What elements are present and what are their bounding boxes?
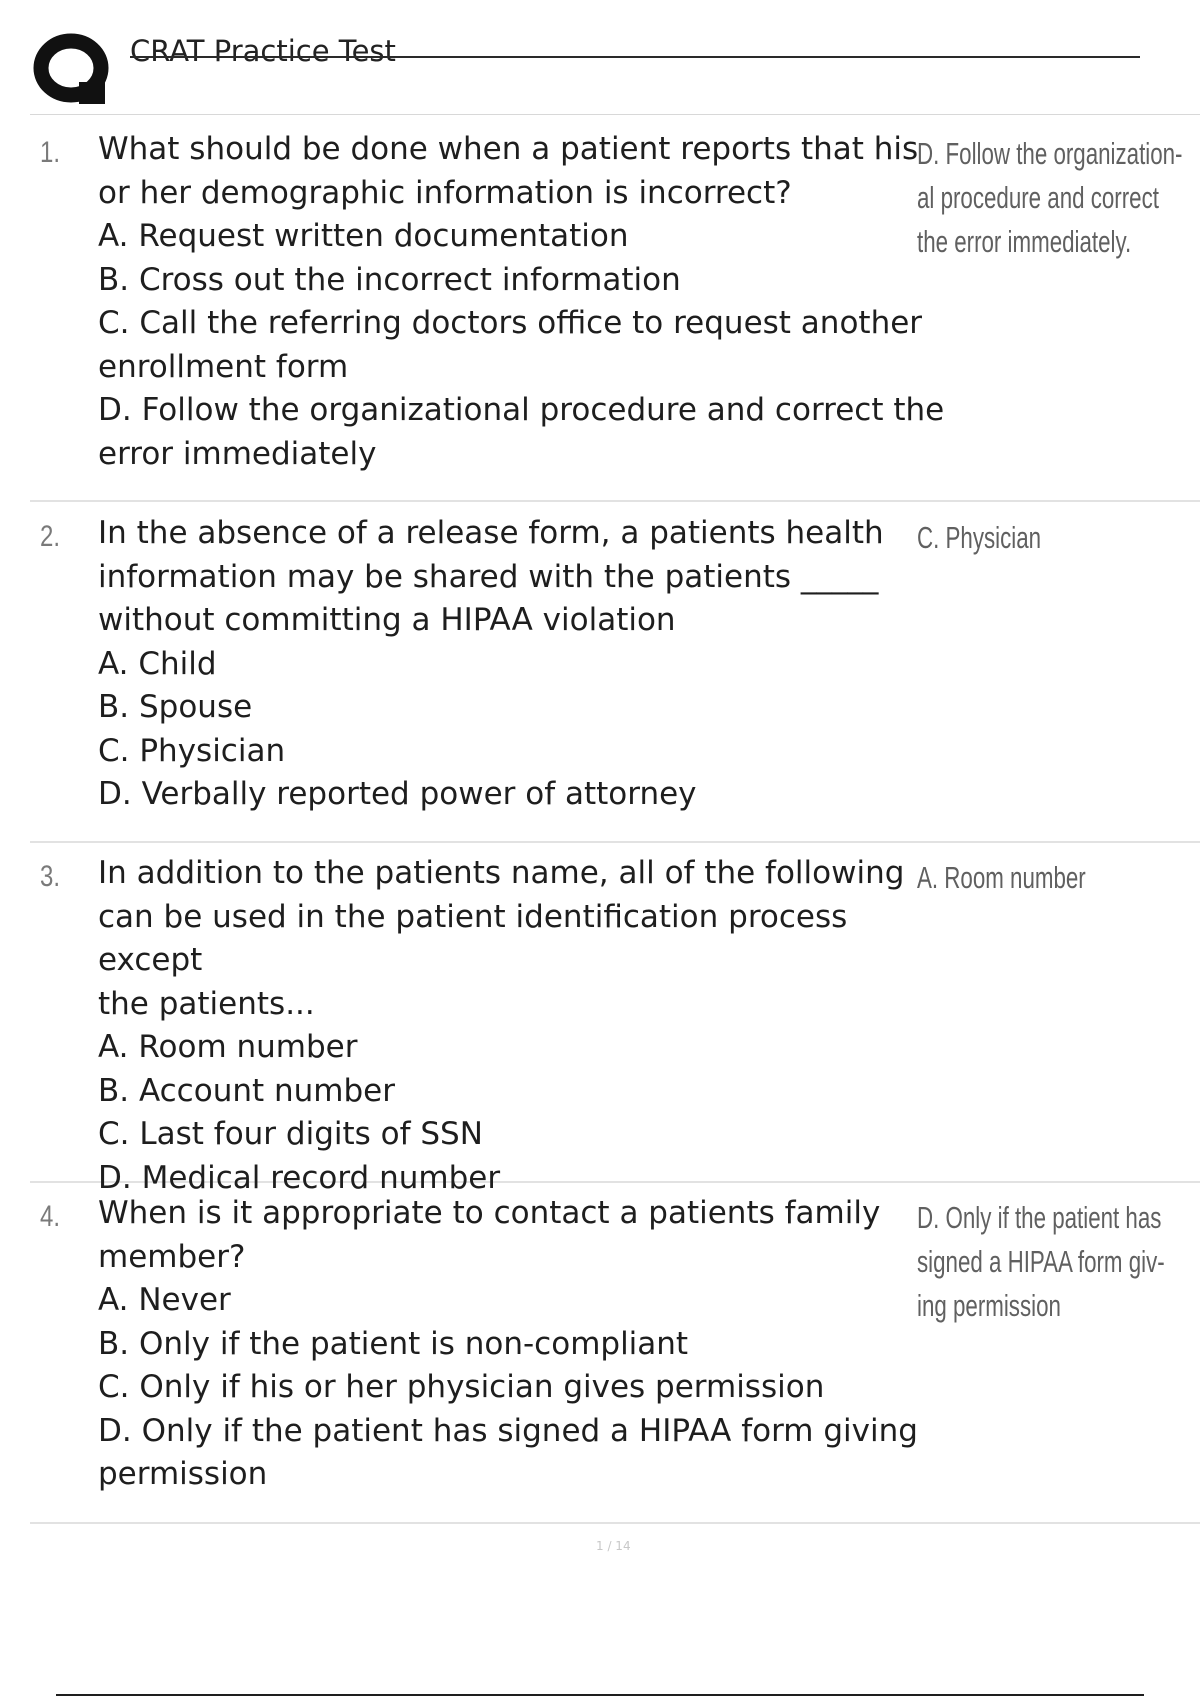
answer-text <box>917 856 1133 900</box>
question-text-line: In addition to the patients name, all of the following <box>98 855 905 891</box>
question-body <box>98 1192 948 1497</box>
option-d: D. Only if the patient has signed a HIPAA form giving <box>98 1412 918 1449</box>
title-underline <box>130 56 1140 58</box>
option-c: C. Call the referring doctors office to request another <box>98 305 923 341</box>
option-d: D. Follow the organizational procedure and correct the <box>98 392 945 428</box>
answer-text <box>917 1196 1165 1328</box>
question-number: 3. <box>40 860 61 893</box>
option-a: A. Room number <box>98 1029 358 1065</box>
question-text-line: the patients... <box>98 985 315 1022</box>
question-card <box>30 1182 1200 1524</box>
question-text-line: member? <box>98 1238 246 1275</box>
document-title: CRAT Practice Test <box>130 34 396 68</box>
question-card <box>30 502 1200 843</box>
answer-line: D. Only if the patient has <box>917 1200 1162 1235</box>
answer-text <box>917 132 1183 264</box>
option-c-continued: enrollment form <box>98 348 349 385</box>
answer-line: ing permission <box>917 1288 1061 1323</box>
option-d-continued: error immediately <box>98 435 377 472</box>
question-text-line: What should be done when a patient reports that his <box>98 131 919 167</box>
option-c: C. Physician <box>98 732 286 769</box>
option-b: B. Spouse <box>98 689 253 725</box>
question-card <box>30 118 1200 502</box>
question-body <box>98 128 948 476</box>
question-text-line: can be used in the patient identification process except <box>98 898 848 978</box>
answer-line: the error immediately. <box>917 224 1132 259</box>
question-number: 2. <box>40 520 61 553</box>
document-header <box>30 26 1140 111</box>
option-c: C. Last four digits of SSN <box>98 1116 483 1152</box>
question-card <box>30 842 1200 1196</box>
question-text-line: information may be shared with the patients _____ <box>98 558 879 595</box>
answer-line: A. Room number <box>917 860 1086 895</box>
q-logo-icon <box>33 30 113 110</box>
option-b: B. Only if the patient is non-compliant <box>98 1325 689 1362</box>
question-number: 1. <box>40 136 61 169</box>
answer-text <box>917 516 1133 560</box>
option-d: D. Medical record number <box>98 1159 501 1196</box>
question-body <box>98 852 948 1200</box>
question-text-line: In the absence of a release form, a patients health <box>98 515 884 551</box>
page-number: 1 / 14 <box>596 1539 631 1553</box>
answer-line: signed a HIPAA form giv- <box>917 1244 1165 1279</box>
answer-line: D. Follow the organization- <box>917 136 1183 171</box>
option-b: B. Account number <box>98 1072 395 1109</box>
question-text-line: When is it appropriate to contact a patients family <box>98 1195 881 1231</box>
option-a: A. Request written documentation <box>98 218 629 254</box>
question-number: 4. <box>40 1200 61 1233</box>
question-text-line: or her demographic information is incorrect? <box>98 174 792 211</box>
option-d: D. Verbally reported power of attorney <box>98 776 697 812</box>
footer-divider <box>56 1694 1144 1696</box>
answer-line: al procedure and correct <box>917 180 1159 215</box>
question-body <box>98 512 948 817</box>
option-d-continued: permission <box>98 1456 268 1492</box>
question-text-line: without committing a HIPAA violation <box>98 602 676 638</box>
option-a: A. Never <box>98 1282 231 1318</box>
option-b: B. Cross out the incorrect information <box>98 261 681 298</box>
header-divider <box>30 114 1200 115</box>
option-c: C. Only if his or her physician gives permission <box>98 1369 825 1405</box>
answer-line: C. Physician <box>917 520 1042 555</box>
option-a: A. Child <box>98 645 217 682</box>
